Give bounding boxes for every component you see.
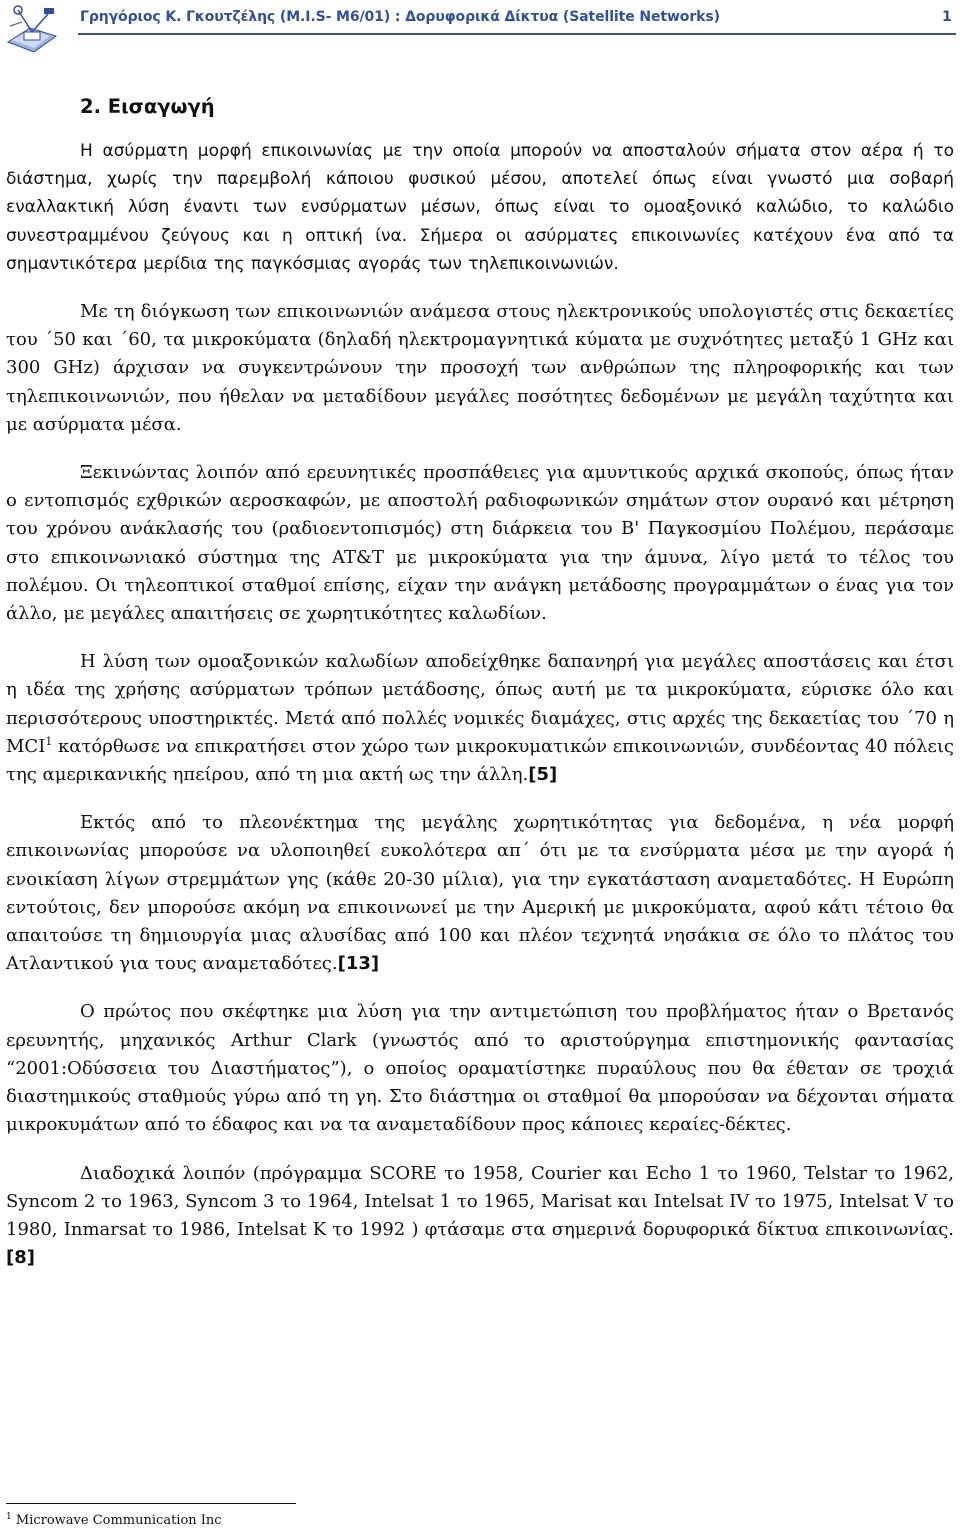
paragraph-1: Η ασύρματη μορφή επικοινωνίας με την οποία μπορούν να αποσταλούν σήματα στον αέρα ή το διάστημα, χωρίς την παρεμβολή κάποιου φυσικού μέσου, αποτελεί όπως είναι γνωστό μια σοβαρή εναλλακτική λύση έναντι των ενσύρματων μέσων, όπως είναι το ομοαξονικό καλώδιο, το καλώδιο συνεστραμμένου ζεύγους και η οπτική ίνα. Σήμερα οι ασύρματες επικοινωνίες κατέχουν ένα από τα σημαντικότερα μερίδια της παγκόσμιας αγοράς των τηλεπικοινωνιών. [6, 141, 954, 274]
paragraph-7-text: Διαδοχικά λοιπόν (πρόγραμμα SCORE το 1958, Courier και Echo 1 το 1960, Telstar το 1962, Syncom 2 το 1963, Syncom 3 το 1964, Intelsat 1 το 1965, Marisat και Intelsat IV το 1975, Intelsat V το 1980, Inmarsat το 1986, Intelsat K το 1992 ) φτάσαμε στα σημερινά δορυφορικά δίκτυα επικοινωνίας. [6, 1162, 954, 1240]
citation-ref[interactable]: [13] [337, 953, 380, 975]
footnote-divider [6, 1503, 296, 1504]
body-text [6, 137, 954, 1292]
footnote-number: 1 [6, 1512, 12, 1522]
paragraph-2: Με τη διόγκωση των επικοινωνιών ανάμεσα στους ηλεκτρονικούς υπολογιστές στις δεκαετίες του ΄50 και ΄60, τα μικροκύματα (δηλαδή ηλεκτρομαγνητικά κύματα με συχνότητες μεταξύ 1 GHz και 300 GHz) άρχισαν να συγκεντρώνουν την προσοχή των ανθρώπων της πληροφορικής και των τηλεπικοινωνιών, που ήθελαν να μεταδίδουν μεγάλες ποσότητες δεδομένων με μεγάλη ταχύτητα και με ασύρματα μέσα. [6, 301, 954, 435]
paragraph-5-text: Εκτός από το πλεονέκτημα της μεγάλης χωρητικότητας για δεδομένα, η νέα μορφή επικοινωνίας μπορούσε να υλοποιηθεί ευκολότερα απ΄ ότι με τα ενσύρματα μέσα με την αγορά ή ενοικίαση λίγων στρεμμάτων γης (κάθε 20-30 μίλια), για την εγκατάσταση αναμεταδότες. Η Ευρώπη εντούτοις, δεν μπορούσε ακόμη να επικοινωνεί με την Αμερική με μικροκύματα, αφού κάτι τέτοιο θα απαιτούσε τη δημιουργία μιας αλυσίδας από 100 και πλέον τεχνητά νησάκια σε όλο το πλάτος του Ατλαντικού για τους αναμεταδότες. [6, 812, 954, 975]
paragraph-4-text: Η λύση των ομοαξονικών καλωδίων αποδείχθηκε δαπανηρή για μεγάλες αποστάσεις και έτσι η ιδέα της χρήσης ασύρματων τρόπων μετάδοσης, όπως αυτή με τα μικροκύματα, εύρισκε όλο και περισσότερους υποστηρικτές. Μετά από πολλές νομικές διαμάχες, στις αρχές της δεκαετίας του ΄70 η MCI [6, 651, 954, 757]
page-header [0, 0, 960, 60]
paragraph-4-text-cont: κατόρθωσε να επικρατήσει στον χώρο των μικροκυματικών επικοινωνιών, συνδέοντας 40 πόλεις της αμερικανικής ηπείρου, από τη μια ακτή ως την άλλη. [6, 735, 954, 786]
citation-ref[interactable]: [5] [528, 764, 558, 786]
header-divider [78, 33, 956, 35]
paragraph-5 [6, 809, 954, 978]
header-title: Γρηγόριος Κ. Γκουτζέλης (Μ.Ι.S- Μ6/01) : Δορυφορικά Δίκτυα (Satellite Networks) [80, 9, 720, 25]
paragraph-3: Ξεκινώντας λοιπόν από ερευνητικές προσπάθειες για αμυντικούς αρχικά σκοπούς, όπως ήταν ο εντοπισμός εχθρικών αεροσκαφών, με αποστολή ραδιοφωνικών σημάτων στον ουρανό και μέτρηση του χρόνου ανάκλασής του (ραδιοεντοπισμός) στη διάρκεια του Β' Παγκοσμίου Πολέμου, περάσαμε στο επικοινωνιακό σύστημα της AT&T με μικροκύματα για την άμυνα, λίγο μετά το τέλος του πολέμου. Οι τηλεοπτικοί σταθμοί επίσης, είχαν την ανάγκη μετάδοσης προγραμμάτων ο ένας για τον άλλο, με μεγάλες απαιτήσεις σε χωρητικότητες καλωδίων. [6, 462, 954, 625]
citation-ref[interactable]: [8] [6, 1247, 35, 1269]
section-title: 2. Εισαγωγή [80, 95, 215, 118]
satellite-network-logo-icon [4, 2, 60, 58]
footnote [6, 1513, 222, 1528]
footnote-marker: 1 [45, 734, 53, 748]
paragraph-4 [6, 648, 954, 789]
paragraph-7 [6, 1160, 954, 1273]
paragraph-6: Ο πρώτος που σκέφτηκε μια λύση για την αντιμετώπιση του προβλήματος ήταν ο Βρετανός ερευνητής, μηχανικός Arthur Clark (γνωστός από το αριστούργημα επιστημονικής φαντασίας “2001:Οδύσσεια του Διαστήματος”), ο οποίος οραματίστηκε πυραύλους που θα έθεταν σε τροχιά διαστημικούς σταθμούς γύρω από τη γη. Στο διάστημα οι σταθμοί θα μπορούσαν να δέχονται σήματα μικροκυμάτων από το έδαφος και να τα αναμεταδίδουν προς κάποιες κεραίες-δέκτες. [6, 1001, 954, 1136]
page-number: 1 [942, 9, 952, 25]
footnote-text: Microwave Communication Inc [11, 1513, 222, 1528]
